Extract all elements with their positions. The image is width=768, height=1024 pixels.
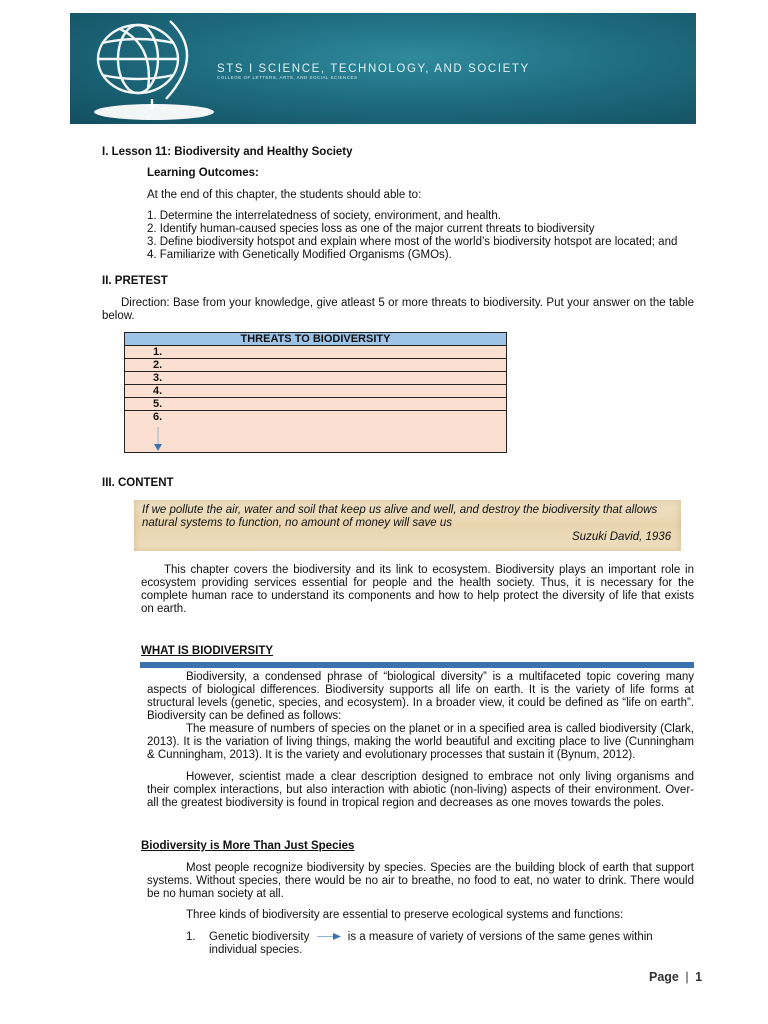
- learning-outcomes-intro: At the end of this chapter, the students should able to:: [147, 189, 422, 201]
- pretest-heading: II. PRETEST: [102, 275, 168, 287]
- header-banner: [70, 13, 696, 124]
- biodiversity-paragraph-3: However, scientist made a clear description designed to embrace not only living organisms and their complex interactions, but also interaction with abiotic (non-living) aspects of their environment. Over-all the greatest biodiversity is found in tropical region and decreases as one moves towards the poles.: [147, 771, 694, 809]
- table-row[interactable]: [125, 411, 507, 453]
- quote-text: If we pollute the air, water and soil that keep us alive and well, and destroy the biodiversity that allows natural systems to function, no amount of money will save us: [142, 504, 658, 529]
- species-paragraph-1: Most people recognize biodiversity by species. Species are the building block of earth that support systems. Without species, there would be no air to breathe, no food to eat, no water to drink. There would be no human society at all.: [147, 862, 694, 900]
- threats-table: [124, 332, 507, 453]
- page-label: Page: [649, 970, 679, 984]
- biodiversity-paragraph-1: Biodiversity, a condensed phrase of “biological diversity” is a multifaceted topic covering many aspects of biological differences. Biodiversity supports all life on earth. It is the variety of life forms at structural levels (genetic, species, and ecosystem). In a broader view, it could be defined as “life on earth”. Biodiversity can be defined as follows:: [147, 671, 694, 722]
- genetic-biodiversity-definition: is a measure of variety of versions of the same genes within individual species.: [209, 931, 653, 956]
- page-number-value: 1: [695, 970, 703, 984]
- banner-title: STS I SCIENCE, TECHNOLOGY, AND SOCIETY: [217, 63, 530, 75]
- page-separator: |: [685, 970, 689, 984]
- learning-outcomes-list: [147, 210, 707, 262]
- species-paragraph-2: Three kinds of biodiversity are essential to preserve ecological systems and functions:: [186, 909, 624, 921]
- learning-outcomes-heading: Learning Outcomes:: [147, 167, 259, 179]
- list-item-number: 1.: [186, 931, 196, 943]
- table-row[interactable]: 3.: [125, 372, 507, 385]
- content-intro: This chapter covers the biodiversity and its link to ecosystem. Biodiversity plays an important role in ecosystem providing services essential for people and the health society. Thus, it is necessary for the complete human race to understand its components and how to help protect the diversity of life that exists on earth.: [141, 564, 694, 615]
- table-row[interactable]: 2.: [125, 359, 507, 372]
- more-than-species-heading: Biodiversity is More Than Just Species: [141, 840, 355, 852]
- quote-box: [134, 500, 681, 551]
- section-divider: [140, 662, 694, 668]
- lesson-title: I. Lesson 11: Biodiversity and Healthy Society: [102, 146, 353, 158]
- arrow-down-icon: [152, 425, 164, 453]
- banner-subtitle: COLLEGE OF LETTERS, ARTS, AND SOCIAL SCIENCES: [217, 75, 358, 80]
- what-is-biodiversity-heading: WHAT IS BIODIVERSITY: [141, 645, 274, 657]
- page-number: [649, 970, 702, 984]
- genetic-biodiversity-term: Genetic biodiversity: [209, 931, 310, 943]
- row-number: 6.: [153, 411, 163, 423]
- arrow-right-icon: [316, 932, 342, 941]
- table-row[interactable]: 5.: [125, 398, 507, 411]
- table-row[interactable]: 4.: [125, 385, 507, 398]
- biodiversity-paragraph-2: The measure of numbers of species on the planet or in a specified area is called biodiversity (Clark, 2013). It is the variation of living things, making the world beautiful and exciting place to live (Cunningham & Cunningham, 2013). It is the variety and evolutionary processes that sustain it (Bynum, 2012).: [147, 723, 694, 761]
- pretest-direction: Direction: Base from your knowledge, give atleast 5 or more threats to biodiversity. Put your answer on the table below.: [102, 297, 694, 322]
- genetic-biodiversity-item: [209, 931, 694, 957]
- table-row[interactable]: 1.: [125, 346, 507, 359]
- list-item: 1. Determine the interrelatedness of society, environment, and health.: [147, 210, 501, 222]
- list-item: 3. Define biodiversity hotspot and explain where most of the world’s biodiversity hotspot are located; and: [147, 236, 678, 248]
- list-item: 4. Familiarize with Genetically Modified Organisms (GMOs).: [147, 249, 452, 261]
- list-item: 2. Identify human-caused species loss as one of the major current threats to biodiversity: [147, 223, 595, 235]
- content-heading: III. CONTENT: [102, 477, 174, 489]
- table-header: THREATS TO BIODIVERSITY: [125, 333, 507, 346]
- quote-author: Suzuki David, 1936: [572, 531, 672, 543]
- globe-icon: [74, 15, 224, 123]
